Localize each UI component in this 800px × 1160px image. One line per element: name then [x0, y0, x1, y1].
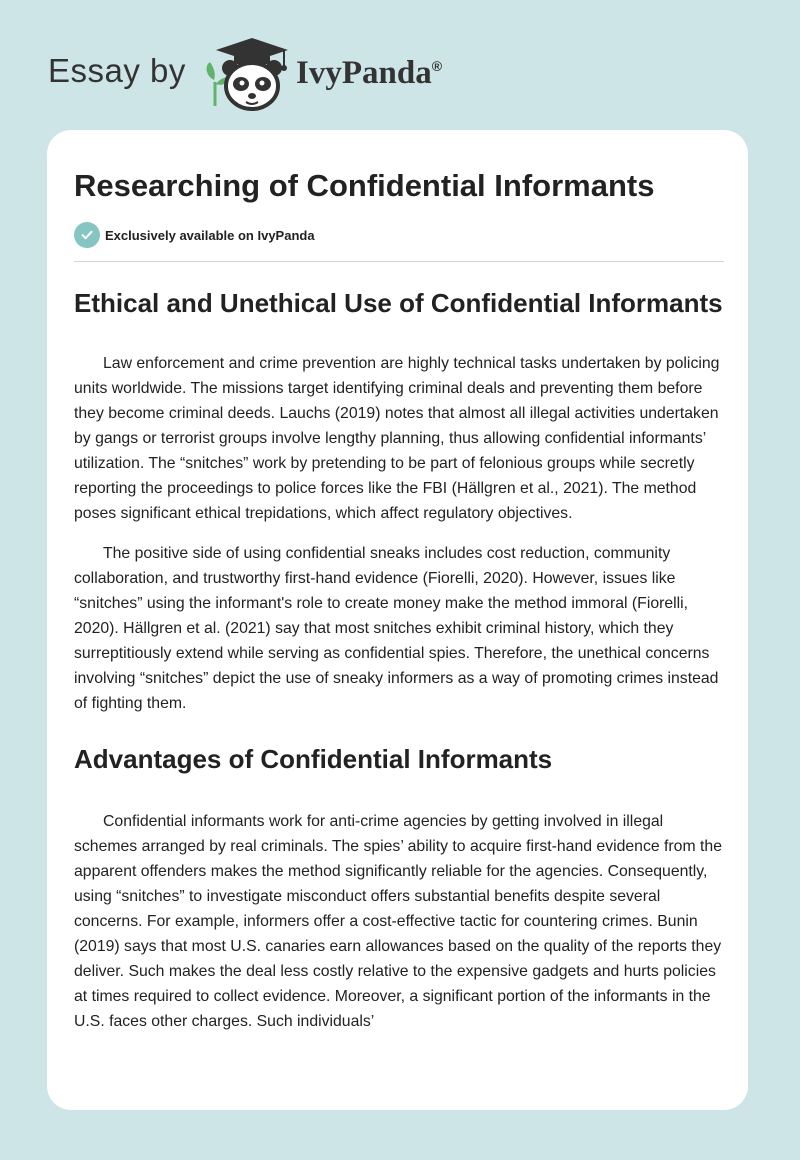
page-title: Researching of Confidential Informants: [74, 168, 655, 203]
brand-name[interactable]: [296, 55, 442, 92]
registered-mark: ®: [431, 58, 443, 74]
brand-prefix: Essay by: [48, 52, 186, 89]
check-circle-icon: [74, 222, 100, 248]
paragraph: The positive side of using confidential sneaks includes cost reduction, community collaboration, and trustworthy first-hand evidence (Fiorelli, 2020). However, issues like “snitches” using the informant's role to create money make the method immoral (Fiorelli, 2020). Hällgren et al. (2021) say that most snitches exhibit criminal history, which they surreptitiously extend while serving as confidential spies. Therefore, the unethical concerns involving “snitches” depict the use of sneaky informers as a way of promoting crimes instead of fighting them.: [74, 545, 719, 712]
section-heading-ethical-use: Ethical and Unethical Use of Confidential Informants: [74, 288, 723, 318]
exclusive-badge: [74, 222, 315, 248]
essay-body: [74, 283, 724, 1049]
panda-graduate-icon[interactable]: [200, 36, 296, 112]
section-heading-advantages: Advantages of Confidential Informants: [74, 744, 553, 774]
divider: [74, 261, 724, 262]
paragraph: Law enforcement and crime prevention are highly technical tasks undertaken by policing units worldwide. The missions target identifying criminal deals and preventing them before they become criminal deeds. Lauchs (2019) notes that almost all illegal activities undertaken by gangs or terrorist groups involve lengthy planning, thus allowing confidential informants’ utilization. The “snitches” work by pretending to be part of felonious groups while secretly reporting the proceedings to police forces like the FBI (Hällgren et al., 2021). The method poses significant ethical trepidations, which affect regulatory objectives.: [74, 355, 720, 522]
paragraph: Confidential informants work for anti-crime agencies by getting involved in illegal schemes arranged by real criminals. The spies’ ability to acquire first-hand evidence from the apparent offenders makes the method significantly reliable for the agencies. Consequently, using “snitches” to investigate misconduct offers substantial benefits despite several concerns. For example, informers offer a cost-effective tactic for countering crimes. Bunin (2019) says that most U.S. canaries earn allowances based on the quality of the reports they deliver. Such makes the deal less costly relative to the expensive gadgets and hurts policies at times required to collect evidence. Moreover, a significant portion of the informants in the U.S. faces other charges. Such individuals’: [74, 813, 722, 1030]
essay-card: [47, 130, 748, 1110]
brand-name-text: IvyPanda: [296, 55, 432, 91]
site-header: [0, 0, 800, 130]
badge-text: Exclusively available on IvyPanda: [105, 227, 315, 243]
